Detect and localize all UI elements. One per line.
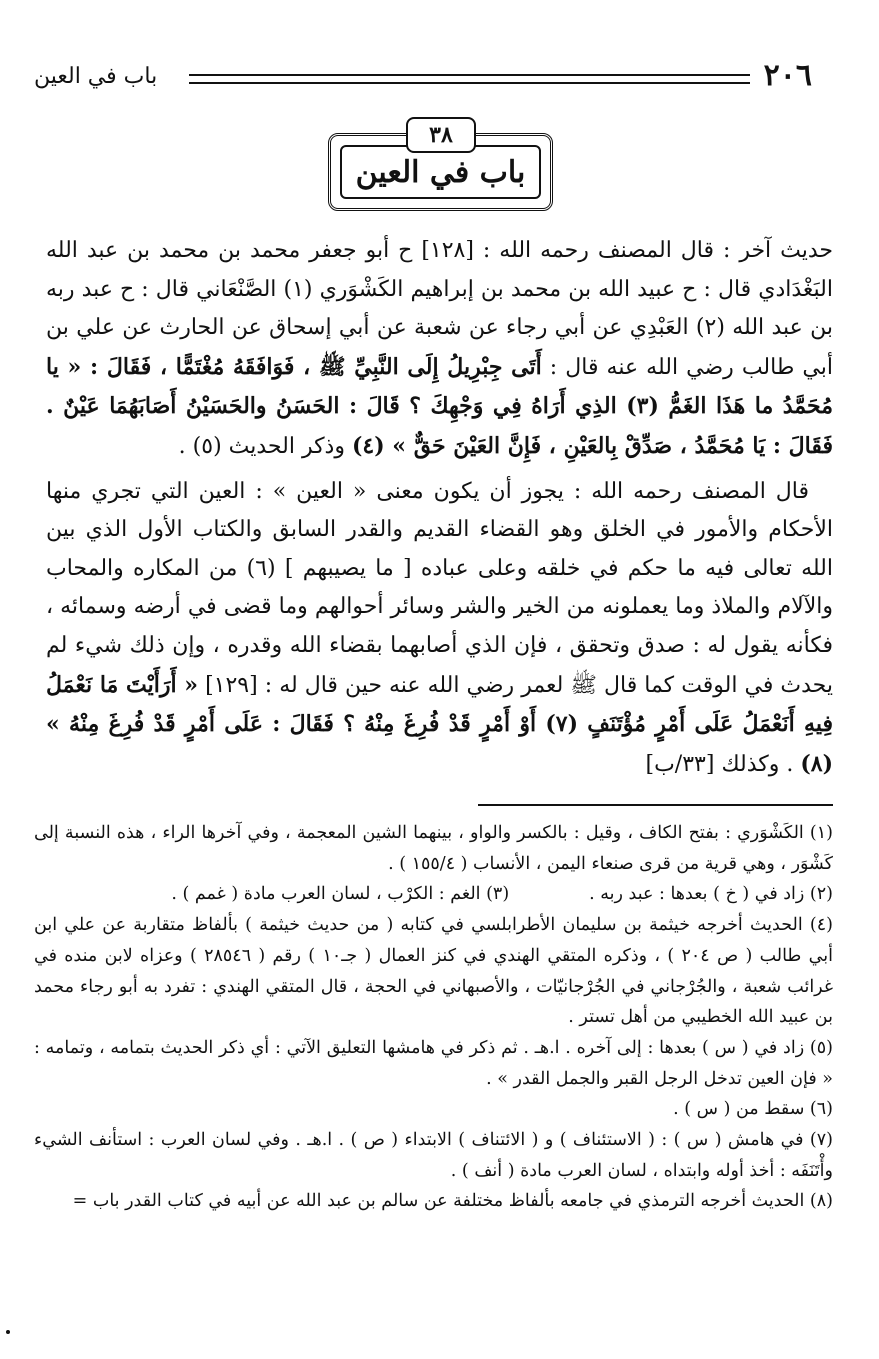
footnotes	[34, 818, 833, 1217]
chapter-heading-box	[328, 117, 551, 209]
page-header	[34, 58, 812, 98]
footnote-5: (٥) زاد في ( س ) بعدها : إلى آخره . ا.هـ . ثم ذكر في هامشها التعليق الآتي : أي ذكر الحديث بتمامه ، وتمامه : « فإن العين تدخل الرجل القبر والجمل القدر » .	[34, 1037, 833, 1089]
footnote-4: (٤) الحديث أخرجه خيثمة بن سليمان الأطرابلسي في كتابه ( من حديث خيثمة ) بألفاظ متقاربة عن علي ابن أبي طالب ( ص ٢٠٤ ) ، وذكره المتقي الهندي في كنز العمال ( جـ١٠ ) رقم ( ٢٨٥٤٦ ) وعزاه لابن منده في غرائب شعبة ، والجُرْجاني في الجُرْجانيّات ، والأصبهاني في الحجة ، قال المتقي الهندي : تفرد به أبو رجاء محمد بن عبيد الله الخطيبي من أهل تستر .	[34, 915, 833, 1028]
quoted-hadith-text: « أَرَأَيْتَ مَا نَعْمَلُ فِيهِ أَنَعْمَلُ عَلَى أَمْرٍ مُؤْتَنَفٍ (٧) أَوْ أَمْرٍ قَدْ فُرِغَ مِنْهُ ؟ فَقَالَ : عَلَى أَمْرٍ قَدْ فُرِغَ مِنْهُ » (٨)	[46, 671, 833, 777]
isnad-text: حديث آخر : قال المصنف رحمه الله : [١٢٨] ح أبو جعفر محمد بن محمد بن عبد الله البَغْدَادي قال : ح عبيد الله بن محمد بن إبراهيم الكَشْوَري (١) الصَّنْعَاني قال : ح عبد ربه بن عبد الله (٢) العَبْدِي عن أبي رجاء عن شعبة عن أبي إسحاق عن الحارث عن علي بن أبي طالب رضي الله عنه قال :	[46, 238, 834, 380]
commentary-ending: . وكذلك [٣٣/ب]	[645, 751, 801, 777]
footnote-1: (١) الكَشْوَري : بفتح الكاف ، وقيل : بالكسر والواو ، بينهما الشين المعجمة ، وفي آخرها الراء ، هذه النسبة إلى كَشْوَر ، وهي قرية من قرى صنعاء اليمن ، الأنساب ( ١٥٥/٤ ) .	[34, 823, 833, 874]
header-double-rule	[189, 74, 750, 84]
footnote-separator	[478, 804, 833, 806]
footnote-6: (٦) سقط من ( س ) .	[673, 1099, 833, 1120]
chapter-number: ٣٨	[406, 117, 476, 153]
scan-speck	[6, 1330, 10, 1334]
footnote-8: (٨) الحديث أخرجه الترمذي في جامعه بألفاظ مختلفة عن سالم بن عبد الله عن أبيه في كتاب القدر باب =	[72, 1191, 833, 1212]
footnote-2: (٢) زاد في ( خ ) بعدها : عبد ربه .	[589, 884, 833, 905]
commentary-text: قال المصنف رحمه الله : يجوز أن يكون معنى « العين » : العين التي تجري منها الأحكام والأمور في الخلق وهو القضاء القديم والقدر السابق والكتاب الأول الذي بين الله تعالى فيه ما حكم في خلقه وعلى عباده [ ما يصيبهم ] (٦) من المكاره والمحاب والآلام والملاذ وما يعملونه من الخير والشر وسائر أحوالهم وما قضى في أرضه وسمائه ، فكأنه يقول له : صدق وتحقق ، فإن الذي أصابهما بقضاء الله وقدره ، وإن ذلك شيء لم يحدث في الوقت كما قال ﷺ لعمر رضي الله عنه حين قال له : [١٢٩]	[46, 478, 834, 698]
footnote-7: (٧) في هامش ( س ) : ( الاستئناف ) و ( الائتناف ) الابتداء ( ص ) . ا.هـ . وفي لسان العرب : استأنف الشيء وأْتَنَفَه : أخذ أوله وابتداه ، لسان العرب مادة ( أنف ) .	[34, 1130, 833, 1181]
footnote-3: (٣) الغم : الكرْب ، لسان العرب مادة ( غمم ) .	[171, 884, 510, 905]
footnote-row-2-3	[34, 879, 833, 910]
paragraph-ending: وذكر الحديث (٥) .	[178, 433, 352, 459]
running-title: باب في العين	[34, 64, 158, 89]
chapter-title: باب في العين	[355, 154, 526, 190]
paragraph-commentary	[46, 473, 833, 785]
page-number: ٢٠٦	[763, 58, 812, 93]
hadith-text: أَتَى جِبْرِيلُ إِلَى النَّبِيِّ ﷺ ، فَوَافَقَهُ مُغْتَمًّا ، فَقَالَ : « يا مُحَمَّدُ ما هَذَا الغَمُّ (٣) الذِي أَرَاهُ فِي وَجْهِكَ ؟ قَالَ : الحَسَنُ والحَسَيْنُ أَصَابَهُمَا عَيْنٌ . فَقَالَ : يَا مُحَمَّدُ ، صَدِّقْ بِالعَيْنِ ، فَإِنَّ العَيْنَ حَقٌّ » (٤)	[46, 353, 833, 459]
chapter-inner-frame	[340, 145, 541, 199]
paragraph-hadith	[46, 232, 833, 467]
main-text	[46, 232, 833, 784]
